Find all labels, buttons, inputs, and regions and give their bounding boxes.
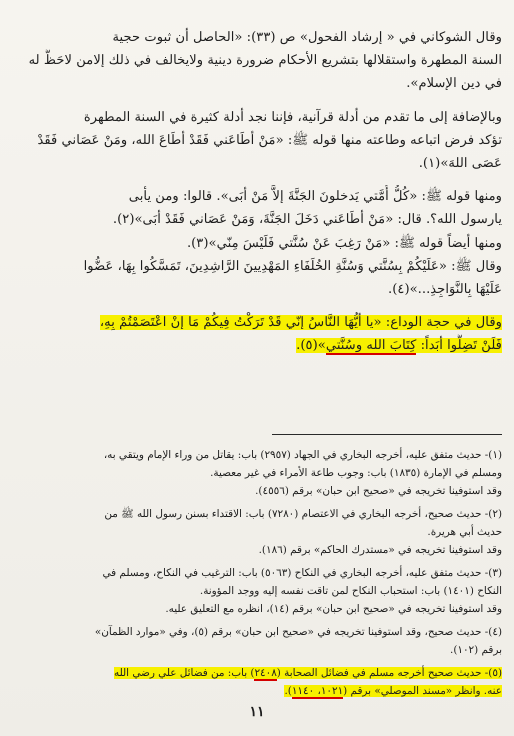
footnote-line: وقد استوفينا تخريجه في «صحيح ابن حبان» برقم (٤٥٥٦). xyxy=(255,485,502,497)
page-number: ١١ xyxy=(249,704,265,720)
footnote-5-line xyxy=(24,682,502,700)
footnote-5-line xyxy=(24,664,502,682)
main-text xyxy=(20,26,502,357)
footnote-line: النكاح (١٤٠١) باب: استحباب النكاح لمن تاقت نفسه إليه ووجد المؤونة. xyxy=(199,585,502,597)
highlight-text: (٥)- حديث صحيح أخرجه مسلم في فضائل الصحابة ( xyxy=(276,667,502,679)
text-line: ومنها أيضاً قوله ﷺ: «مَنْ رَغِبَ عَنْ سُنَّتي فَلَيْسَ مِنّي»(٣). xyxy=(186,235,502,251)
footnote-line: (٣)- حديث متفق عليه، أخرجه البخاري في النكاح (٥٠٦٣) باب: الترغيب في النكاح، ومسلم في xyxy=(102,567,502,579)
footnote-line: حديث أبي هريرة. xyxy=(427,526,502,538)
footnote-line: (٤)- حديث صحيح، وقد استوفينا تخريجه في «صحيح ابن حبان» برقم (٥)، وفي «موارد الظمآن» xyxy=(94,626,502,638)
red-underline-text: ١٠٢١، ١١٤٠ xyxy=(291,685,344,697)
highlighted-line xyxy=(20,311,502,334)
highlight-text: »(٥). xyxy=(296,338,326,354)
text-line: تؤكد فرض اتباعه وطاعته منها قوله ﷺ: «مَنْ أطَاعَني فَقَدْ أطَاعَ الله، ومَنْ عَصَاني فَقَدْ xyxy=(37,132,502,148)
footnote-line: (٢)- حديث صحيح، أخرجه البخاري في الاعتصام (٧٢٨٠) باب: الاقتداء بسنن رسول الله ﷺ من xyxy=(104,508,502,520)
highlighted-line xyxy=(20,334,502,357)
text-line: في دين الإسلام». xyxy=(406,76,502,92)
footnote-line: وقد استوفينا تخريجه في «مستدرك الحاكم» برقم (١٨٦). xyxy=(258,544,502,556)
footnote-divider xyxy=(272,434,502,435)
text-line: السنة المطهرة واستقلالها بتشريع الأحكام ضرورة دينية ولايخالف في ذلك إلامن لاحَظَّ له xyxy=(28,53,502,69)
text-line: وبالإضافة إلى ما تقدم من أدلة قرآنية، فإننا نجد أدلة كثيرة في السنة المطهرة xyxy=(83,109,502,125)
red-underline-text: ٢٤٠٨ xyxy=(254,667,277,679)
text-line: ومنها قوله ﷺ: «كُلُّ أُمَّتي يَدخلونَ الجَنَّةَ إلاَّ مَنْ أبَى». قالوا: ومن يأبى xyxy=(128,189,502,205)
highlight-text: فَلَنْ تَضِلُّوا أبَداً: xyxy=(416,338,502,354)
highlight xyxy=(296,338,502,353)
footnote-line: (١)- حديث متفق عليه، أخرجه البخاري في الجهاد (٢٩٥٧) باب: يقاتل من وراء الإمام ويتقي به، xyxy=(103,449,502,461)
highlight xyxy=(284,685,502,697)
footnote-line: برقم (١٠٢). xyxy=(450,644,502,656)
highlight-text: عنه. وانظر «مسند الموصلي» برقم ( xyxy=(343,685,502,697)
highlight-text: ). xyxy=(284,685,292,697)
text-line: وقال ﷺ: «عَلَيْكُمْ بِسُنَّتي وَسُنَّةِ الخُلَفَاءِ المَهْدِيينَ الرَّاشِدِينَ، تَمَسَّكُوا بِهَا، عَضُّوا xyxy=(83,258,502,274)
highlight: وقال في حجة الوداع: «يا أيُّهَا النَّاسُ إنّي قَدْ تَرَكْتُ فِيكُمْ مَا إنْ اعْتَصَمْتُمْ بِهِ، xyxy=(99,315,502,331)
footnotes xyxy=(24,446,502,700)
text-line: عَلَيْهَا بِالنَّوَاجِذِ...»(٤). xyxy=(388,281,502,297)
text-line: عَصَى اللهَ»(١). xyxy=(418,155,502,171)
footnote-line: ومسلم في الإمارة (١٨٣٥) باب: وجوب طاعة الأمراء في غير معصية. xyxy=(210,467,502,479)
highlight xyxy=(114,667,502,679)
highlight-text: ) باب: من فضائل علي رضي الله xyxy=(114,667,255,679)
text-line: وقال الشوكاني في « إرشاد الفحول» ص (٣٣): «الحاصل أن ثبوت حجية xyxy=(112,30,502,45)
red-underline-text: كِتَابَ الله وسُنَّتي xyxy=(325,338,417,354)
footnote-line: وقد استوفينا تخريجه في «صحيح ابن حبان» برقم (١٤)، انظره مع التعليق عليه. xyxy=(165,603,502,615)
text-line: يارسول الله؟. قال: «مَنْ أطَاعَني دَخَلَ الجَنَّةَ، وَمَنْ عَصَاني فَقَدْ أبَى»(٢). xyxy=(112,212,502,228)
